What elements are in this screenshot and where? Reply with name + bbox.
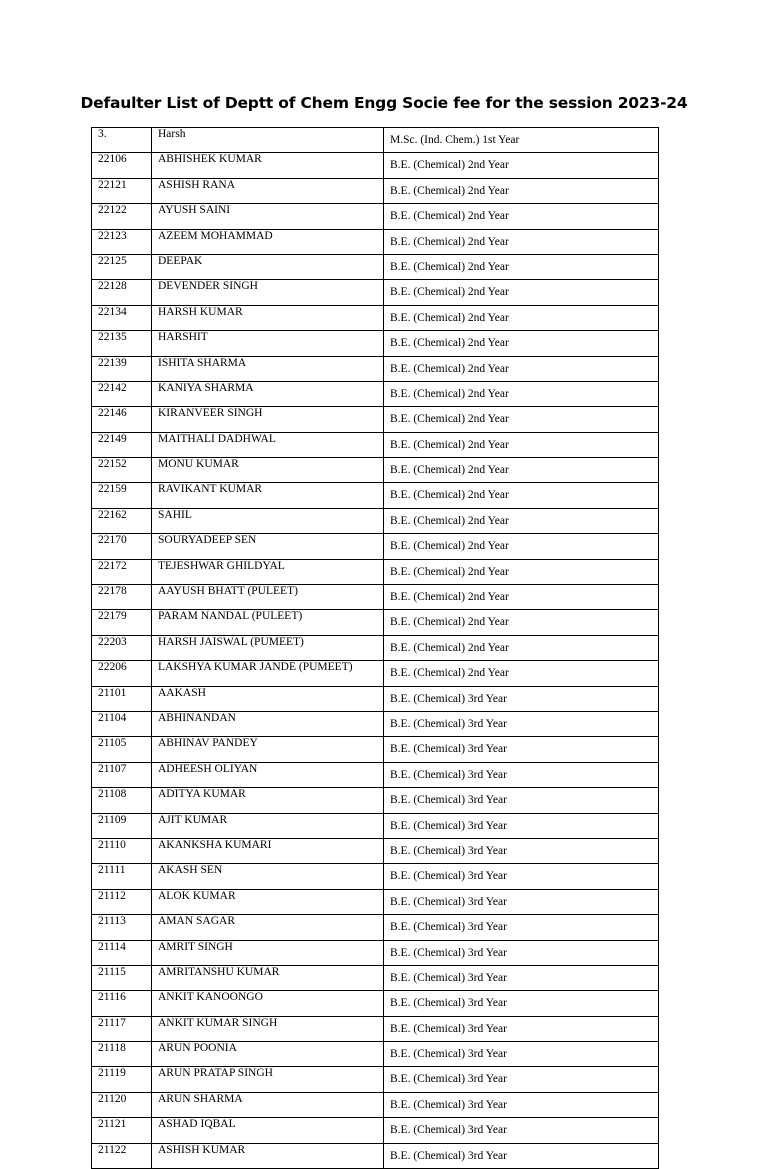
table-row — [92, 458, 659, 483]
table-row — [92, 762, 659, 787]
student-name-cell: ASHISH KUMAR — [152, 1143, 384, 1168]
course-cell: B.E. (Chemical) 2nd Year — [384, 178, 659, 203]
roll-number-cell: 21110 — [92, 838, 152, 863]
roll-number-cell: 21111 — [92, 864, 152, 889]
student-name-cell: MAITHALI DADHWAL — [152, 432, 384, 457]
course-cell: B.E. (Chemical) 3rd Year — [384, 965, 659, 990]
roll-number-cell: 21113 — [92, 915, 152, 940]
table-row — [92, 711, 659, 736]
roll-number-cell: 22128 — [92, 280, 152, 305]
table-row — [92, 788, 659, 813]
roll-number-cell: 22179 — [92, 610, 152, 635]
student-name-cell: AAYUSH BHATT (PULEET) — [152, 585, 384, 610]
course-cell: B.E. (Chemical) 3rd Year — [384, 864, 659, 889]
table-row — [92, 432, 659, 457]
course-cell: B.E. (Chemical) 2nd Year — [384, 534, 659, 559]
roll-number-cell: 22139 — [92, 356, 152, 381]
course-cell: B.E. (Chemical) 2nd Year — [384, 432, 659, 457]
course-cell: B.E. (Chemical) 2nd Year — [384, 153, 659, 178]
table-row — [92, 813, 659, 838]
roll-number-cell: 21114 — [92, 940, 152, 965]
course-cell: B.E. (Chemical) 2nd Year — [384, 356, 659, 381]
table-row — [92, 229, 659, 254]
student-name-cell: AMAN SAGAR — [152, 915, 384, 940]
roll-number-cell: 22123 — [92, 229, 152, 254]
roll-number-cell: 22170 — [92, 534, 152, 559]
student-name-cell: DEEPAK — [152, 254, 384, 279]
student-name-cell: AKASH SEN — [152, 864, 384, 889]
roll-number-cell: 22122 — [92, 204, 152, 229]
course-cell: B.E. (Chemical) 2nd Year — [384, 559, 659, 584]
student-name-cell: SAHIL — [152, 508, 384, 533]
student-name-cell: RAVIKANT KUMAR — [152, 483, 384, 508]
table-row — [92, 305, 659, 330]
roll-number-cell: 22162 — [92, 508, 152, 533]
roll-number-cell: 22106 — [92, 153, 152, 178]
course-cell: B.E. (Chemical) 3rd Year — [384, 940, 659, 965]
student-name-cell: ABHINAV PANDEY — [152, 737, 384, 762]
course-cell: B.E. (Chemical) 3rd Year — [384, 711, 659, 736]
roll-number-cell: 21119 — [92, 1067, 152, 1092]
student-name-cell: ARUN POONIA — [152, 1042, 384, 1067]
roll-number-cell: 22159 — [92, 483, 152, 508]
course-cell: B.E. (Chemical) 3rd Year — [384, 788, 659, 813]
course-cell: B.E. (Chemical) 3rd Year — [384, 686, 659, 711]
course-cell: B.E. (Chemical) 2nd Year — [384, 305, 659, 330]
student-name-cell: ARUN PRATAP SINGH — [152, 1067, 384, 1092]
roll-number-cell: 22134 — [92, 305, 152, 330]
roll-number-cell: 3. — [92, 128, 152, 153]
roll-number-cell: 22149 — [92, 432, 152, 457]
table-row — [92, 153, 659, 178]
course-cell: B.E. (Chemical) 2nd Year — [384, 483, 659, 508]
roll-number-cell: 21118 — [92, 1042, 152, 1067]
table-row — [92, 610, 659, 635]
table-row — [92, 128, 659, 153]
roll-number-cell: 21112 — [92, 889, 152, 914]
table-row — [92, 991, 659, 1016]
course-cell: B.E. (Chemical) 3rd Year — [384, 991, 659, 1016]
student-name-cell: ISHITA SHARMA — [152, 356, 384, 381]
table-row — [92, 559, 659, 584]
table-row — [92, 407, 659, 432]
course-cell: B.E. (Chemical) 2nd Year — [384, 229, 659, 254]
student-name-cell: ADITYA KUMAR — [152, 788, 384, 813]
table-row — [92, 331, 659, 356]
table-row — [92, 1042, 659, 1067]
roll-number-cell: 22125 — [92, 254, 152, 279]
table-row — [92, 889, 659, 914]
course-cell: B.E. (Chemical) 3rd Year — [384, 813, 659, 838]
course-cell: B.E. (Chemical) 3rd Year — [384, 1143, 659, 1168]
course-cell: B.E. (Chemical) 2nd Year — [384, 635, 659, 660]
defaulter-table — [91, 127, 659, 1169]
roll-number-cell: 21116 — [92, 991, 152, 1016]
student-name-cell: AMRIT SINGH — [152, 940, 384, 965]
course-cell: B.E. (Chemical) 3rd Year — [384, 1092, 659, 1117]
student-name-cell: HARSH KUMAR — [152, 305, 384, 330]
table-row — [92, 254, 659, 279]
course-cell: B.E. (Chemical) 3rd Year — [384, 915, 659, 940]
roll-number-cell: 21115 — [92, 965, 152, 990]
student-name-cell: AJIT KUMAR — [152, 813, 384, 838]
roll-number-cell: 22152 — [92, 458, 152, 483]
roll-number-cell: 21101 — [92, 686, 152, 711]
course-cell: B.E. (Chemical) 2nd Year — [384, 508, 659, 533]
table-row — [92, 686, 659, 711]
student-name-cell: ASHAD IQBAL — [152, 1118, 384, 1143]
table-row — [92, 204, 659, 229]
student-name-cell: MONU KUMAR — [152, 458, 384, 483]
roll-number-cell: 22146 — [92, 407, 152, 432]
student-name-cell: KIRANVEER SINGH — [152, 407, 384, 432]
student-name-cell: ABHISHEK KUMAR — [152, 153, 384, 178]
table-row — [92, 1067, 659, 1092]
student-name-cell: AZEEM MOHAMMAD — [152, 229, 384, 254]
student-name-cell: AAKASH — [152, 686, 384, 711]
roll-number-cell: 21104 — [92, 711, 152, 736]
course-cell: B.E. (Chemical) 2nd Year — [384, 661, 659, 686]
defaulter-table-body — [92, 128, 659, 1169]
table-row — [92, 280, 659, 305]
roll-number-cell: 22178 — [92, 585, 152, 610]
student-name-cell: SOURYADEEP SEN — [152, 534, 384, 559]
roll-number-cell: 21121 — [92, 1118, 152, 1143]
student-name-cell: LAKSHYA KUMAR JANDE (PUMEET) — [152, 661, 384, 686]
table-row — [92, 737, 659, 762]
course-cell: B.E. (Chemical) 2nd Year — [384, 331, 659, 356]
roll-number-cell: 21105 — [92, 737, 152, 762]
student-name-cell: DEVENDER SINGH — [152, 280, 384, 305]
table-row — [92, 838, 659, 863]
table-row — [92, 508, 659, 533]
student-name-cell: ANKIT KANOONGO — [152, 991, 384, 1016]
course-cell: B.E. (Chemical) 2nd Year — [384, 280, 659, 305]
course-cell: B.E. (Chemical) 2nd Year — [384, 585, 659, 610]
student-name-cell: TEJESHWAR GHILDYAL — [152, 559, 384, 584]
roll-number-cell: 22142 — [92, 381, 152, 406]
table-row — [92, 864, 659, 889]
roll-number-cell: 21109 — [92, 813, 152, 838]
document-title: Defaulter List of Deptt of Chem Engg Socie fee for the session 2023-24 — [80, 94, 688, 112]
course-cell: B.E. (Chemical) 3rd Year — [384, 1118, 659, 1143]
student-name-cell: HARSHIT — [152, 331, 384, 356]
table-row — [92, 940, 659, 965]
table-row — [92, 178, 659, 203]
student-name-cell: ARUN SHARMA — [152, 1092, 384, 1117]
student-name-cell: HARSH JAISWAL (PUMEET) — [152, 635, 384, 660]
student-name-cell: ASHISH RANA — [152, 178, 384, 203]
course-cell: B.E. (Chemical) 3rd Year — [384, 838, 659, 863]
course-cell: B.E. (Chemical) 2nd Year — [384, 254, 659, 279]
roll-number-cell: 21108 — [92, 788, 152, 813]
student-name-cell: AYUSH SAINI — [152, 204, 384, 229]
course-cell: B.E. (Chemical) 3rd Year — [384, 1042, 659, 1067]
table-row — [92, 381, 659, 406]
table-row — [92, 915, 659, 940]
table-row — [92, 661, 659, 686]
roll-number-cell: 21107 — [92, 762, 152, 787]
course-cell: B.E. (Chemical) 2nd Year — [384, 381, 659, 406]
roll-number-cell: 22135 — [92, 331, 152, 356]
roll-number-cell: 22172 — [92, 559, 152, 584]
course-cell: B.E. (Chemical) 3rd Year — [384, 1016, 659, 1041]
table-row — [92, 965, 659, 990]
table-row — [92, 534, 659, 559]
course-cell: B.E. (Chemical) 3rd Year — [384, 889, 659, 914]
student-name-cell: ABHINANDAN — [152, 711, 384, 736]
table-row — [92, 1118, 659, 1143]
table-row — [92, 356, 659, 381]
student-name-cell: AMRITANSHU KUMAR — [152, 965, 384, 990]
course-cell: B.E. (Chemical) 2nd Year — [384, 458, 659, 483]
roll-number-cell: 21122 — [92, 1143, 152, 1168]
roll-number-cell: 21120 — [92, 1092, 152, 1117]
table-row — [92, 1016, 659, 1041]
table-row — [92, 635, 659, 660]
roll-number-cell: 22203 — [92, 635, 152, 660]
course-cell: B.E. (Chemical) 2nd Year — [384, 407, 659, 432]
course-cell: B.E. (Chemical) 3rd Year — [384, 1067, 659, 1092]
student-name-cell: AKANKSHA KUMARI — [152, 838, 384, 863]
table-row — [92, 1092, 659, 1117]
student-name-cell: KANIYA SHARMA — [152, 381, 384, 406]
table-row — [92, 585, 659, 610]
table-row — [92, 1143, 659, 1168]
course-cell: B.E. (Chemical) 3rd Year — [384, 737, 659, 762]
course-cell: M.Sc. (Ind. Chem.) 1st Year — [384, 128, 659, 153]
table-row — [92, 483, 659, 508]
course-cell: B.E. (Chemical) 3rd Year — [384, 762, 659, 787]
student-name-cell: PARAM NANDAL (PULEET) — [152, 610, 384, 635]
roll-number-cell: 21117 — [92, 1016, 152, 1041]
student-name-cell: ANKIT KUMAR SINGH — [152, 1016, 384, 1041]
roll-number-cell: 22121 — [92, 178, 152, 203]
student-name-cell: ADHEESH OLIYAN — [152, 762, 384, 787]
course-cell: B.E. (Chemical) 2nd Year — [384, 610, 659, 635]
course-cell: B.E. (Chemical) 2nd Year — [384, 204, 659, 229]
student-name-cell: Harsh — [152, 128, 384, 153]
student-name-cell: ALOK KUMAR — [152, 889, 384, 914]
roll-number-cell: 22206 — [92, 661, 152, 686]
